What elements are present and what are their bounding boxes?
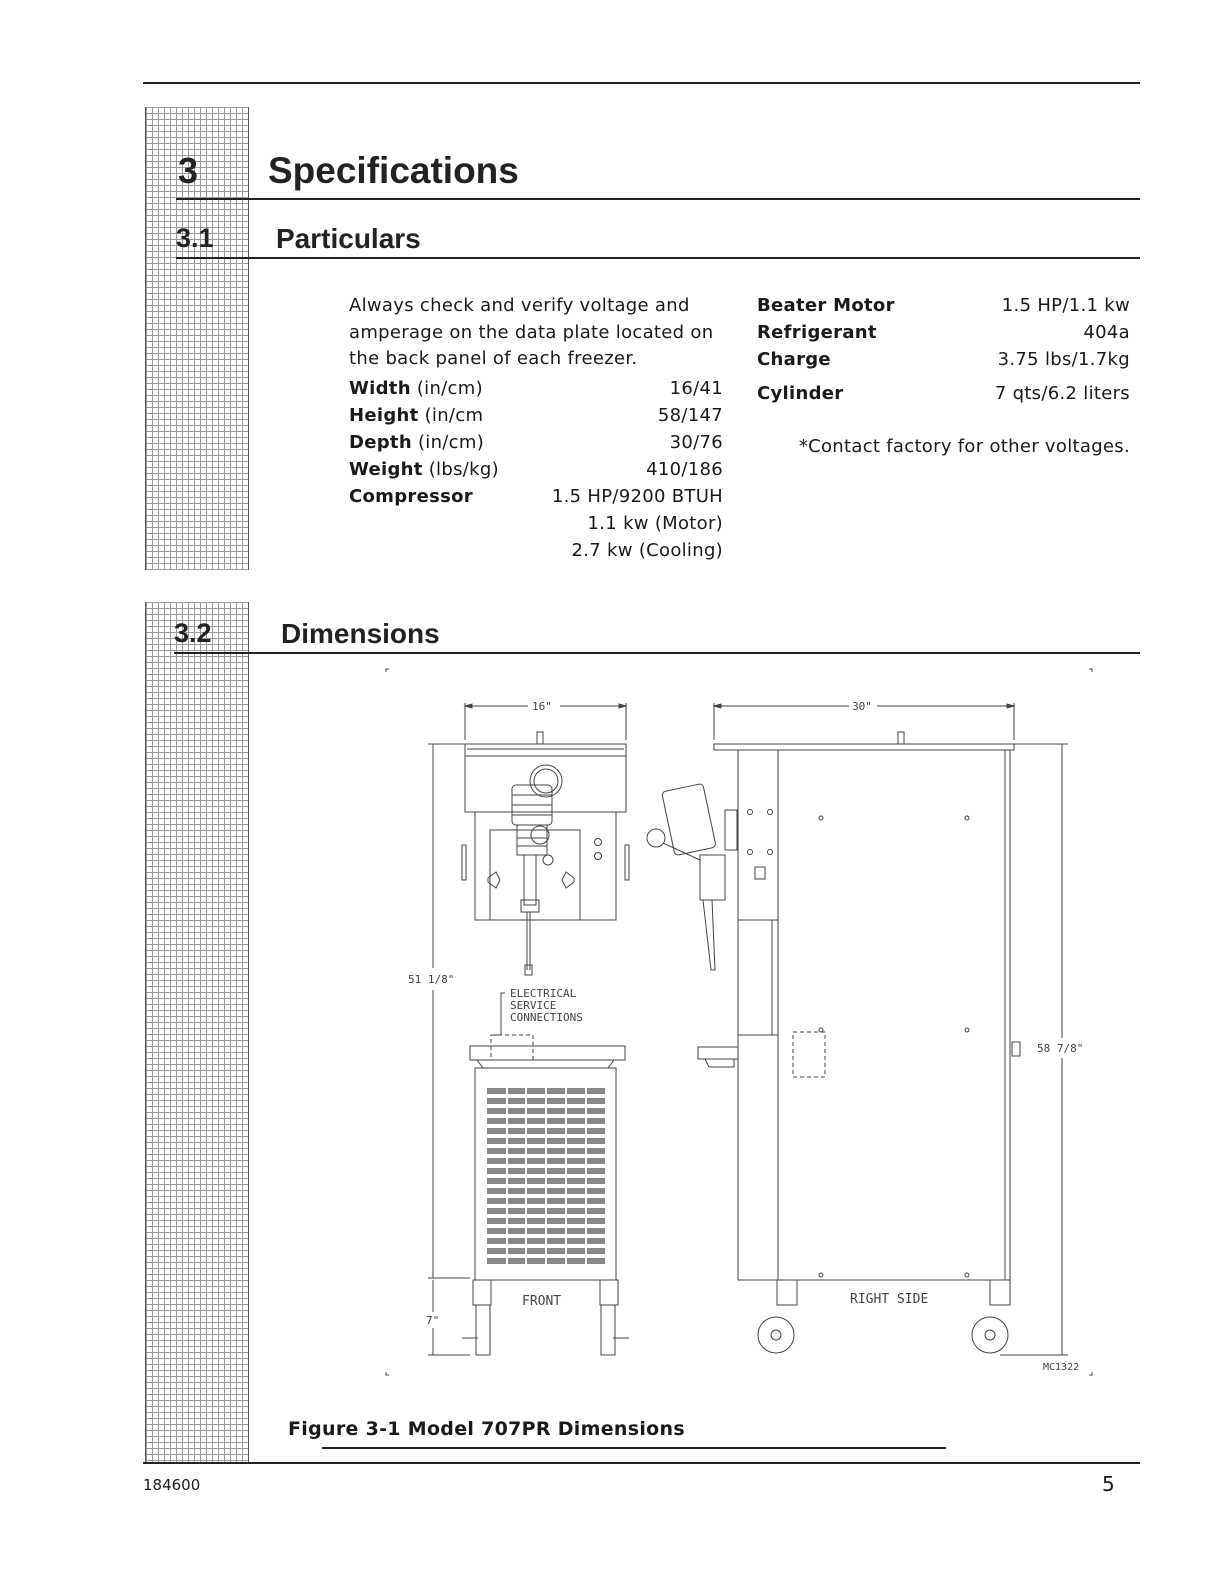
spec-weight-value: 410/186: [646, 459, 723, 480]
section-title: Specifications: [268, 150, 519, 191]
particulars-title: Particulars: [276, 223, 421, 254]
top-rule: [143, 82, 1140, 84]
particulars-number: 3.1: [176, 223, 214, 253]
dimensions-rule: [174, 652, 1140, 654]
spec-depth-label: Depth (in/cm): [349, 432, 485, 453]
drawing-id-label: MC1322: [1043, 1362, 1080, 1373]
spec-refrigerant-label: Refrigerant: [757, 322, 877, 343]
spec-height-label: Height (in/cm: [349, 405, 484, 426]
dimensions-number: 3.2: [174, 618, 212, 648]
spec-depth-value: 30/76: [669, 432, 723, 453]
spec-width-label: Width (in/cm): [349, 378, 483, 399]
depth-dimension-label: 30": [852, 700, 872, 713]
width-dimension-label: 16": [532, 700, 552, 713]
front-view-label: FRONT: [522, 1294, 562, 1309]
dimension-drawing: [380, 665, 1100, 1380]
sidebar-grid-bottom: [145, 602, 249, 1462]
dimensions-title: Dimensions: [281, 618, 440, 649]
spec-compressor-value: 1.5 HP/9200 BTUH: [551, 486, 723, 507]
spec-width-value: 16/41: [669, 378, 723, 399]
electrical-label-line2: SERVICE: [510, 999, 557, 1012]
spec-refrigerant-value: 404a: [1083, 322, 1130, 343]
voltage-note: *Contact factory for other voltages.: [798, 436, 1130, 457]
intro-paragraph: Always check and verify voltage and amperage on the data plate located on the back panel of each freezer.: [349, 295, 714, 370]
right-height-label: 58 7/8": [1037, 1042, 1084, 1055]
section-number: 3: [178, 150, 199, 191]
page-number: 5: [1102, 1472, 1115, 1496]
left-height-label: 51 1/8": [408, 973, 455, 986]
bottom-rule: [143, 1462, 1140, 1464]
spec-beater-value: 1.5 HP/1.1 kw: [1001, 295, 1130, 316]
side-view-label: RIGHT SIDE: [850, 1292, 929, 1307]
figure-caption: Figure 3-1 Model 707PR Dimensions: [288, 1418, 685, 1440]
electrical-label-line1: ELECTRICAL: [510, 987, 577, 1000]
caption-rule: [322, 1447, 946, 1449]
particulars-rule: [176, 257, 1140, 259]
spec-compressor-label: Compressor: [349, 486, 473, 507]
spec-charge-label: Charge: [757, 349, 831, 370]
section-rule: [176, 198, 1140, 200]
spec-beater-label: Beater Motor: [757, 295, 895, 316]
doc-number: 184600: [143, 1476, 201, 1494]
spec-cylinder-value: 7 qts/6.2 liters: [994, 383, 1130, 404]
electrical-label-line3: CONNECTIONS: [510, 1011, 583, 1024]
spec-cylinder-label: Cylinder: [757, 383, 844, 404]
spec-height-value: 58/147: [657, 405, 723, 426]
caster-height-label: 7": [426, 1314, 440, 1327]
spec-compressor-cooling: 2.7 kw (Cooling): [571, 540, 723, 561]
spec-charge-value: 3.75 lbs/1.7kg: [997, 349, 1130, 370]
spec-compressor-motor: 1.1 kw (Motor): [587, 513, 723, 534]
spec-weight-label: Weight (lbs/kg): [349, 459, 499, 480]
